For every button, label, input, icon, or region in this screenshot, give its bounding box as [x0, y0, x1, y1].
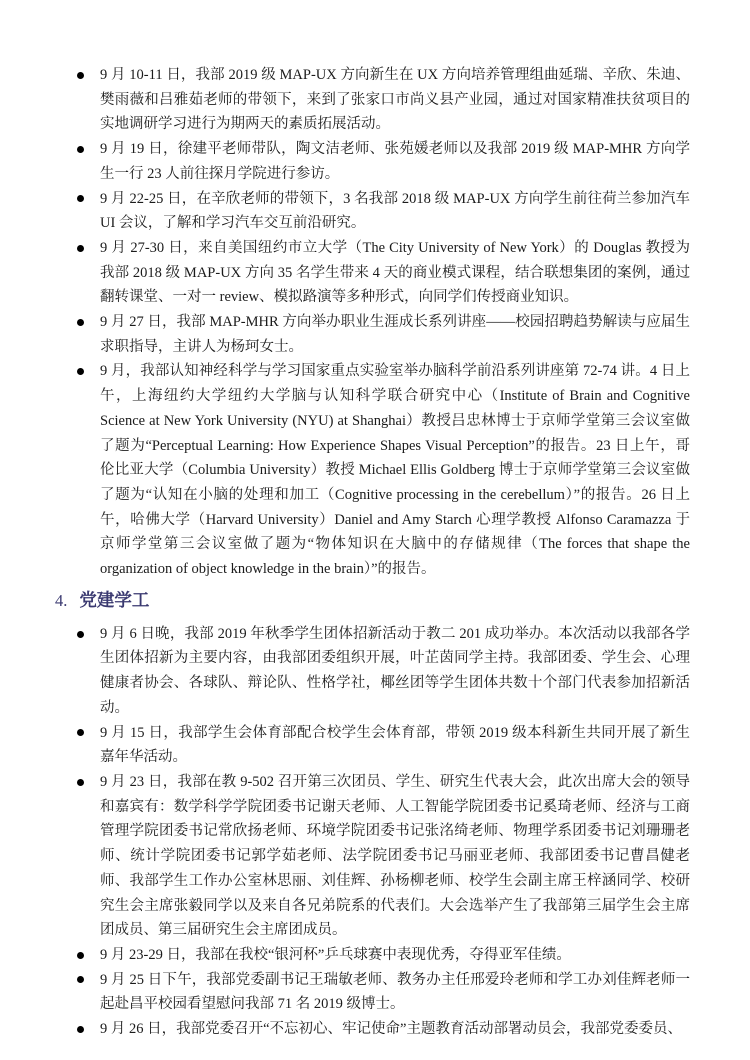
section-number: 4. — [55, 590, 68, 610]
bullet-icon — [77, 952, 84, 959]
bullet-icon — [77, 319, 84, 326]
event-text: 9 月 6 日晚，我部 2019 年秋季学生团体招新活动于教二 201 成功举办。本次活动以我部各学生团体招新为主要内容，由我部团委组织开展，叶芷茵同学主持。我部团委、学生会、心理健康者协会、各球队、辩论队、性格学社，椰丝团等学生团体共数十个部门代表参加招新活动。 — [100, 625, 690, 716]
event-text: 9 月 23 日，我部在教 9-502 召开第三次团员、学生、研究生代表大会，此次出席大会的领导和嘉宾有：数学科学学院团委书记谢天老师、人工智能学院团委书记奚琦老师、经济与工商管理学院团委书记常欣扬老师、环境学院团委书记张洺绮老师、物理学系团委书记刘珊珊老师、统计学院团委书记郭学茹老师、法学院团委书记马丽亚老师、我部团委书记曹昌健老师、我部学生工作办公室林思丽、刘佳辉、孙杨柳老师、校学生会副主席王梓涵同学、校研究生会主席张毅同学以及来自各兄弟院系的代表们。大会选举产生了我部第三届学生会主席团成员、第三届研究生会主席团成员。 — [100, 773, 690, 939]
section-heading — [55, 587, 690, 614]
bullet-icon — [77, 631, 84, 638]
event-text: 9 月 19 日，徐建平老师带队，陶文洁老师、张苑媛老师以及我部 2019 级 MAP-MHR 方向学生一行 23 人前往探月学院进行参访。 — [100, 141, 690, 182]
bullet-icon — [77, 245, 84, 252]
bullet-icon — [77, 1026, 84, 1033]
event-text: 9 月，我部认知神经科学与学习国家重点实验室举办脑科学前沿系列讲座第 72-74 讲。4 日上午，上海纽约大学纽约大学脑与认知科学联合研究中心（Institute of Brain and Cognitive Science at New York University (NYU) at Shanghai）教授吕忠林博士于京师学堂第三会议室做了题为“Perceptual Learning: How Experience Shapes Visual Perception”的报告。23 日上午，哥伦比亚大学（Columbia University）教授 Michael Ellis Goldberg 博士于京师学堂第三会议室做了题为“认知在小脑的处理和加工（Cognitive processing in the cerebellum）”的报告。26 日上午，哈佛大学（Harvard University）Daniel and Amy Starch 心理学教授 Alfonso Caramazza 于京师学堂第三会议室做了题为“物体知识在大脑中的存储规律（The forces that shape the organization of object knowledge in the brain）”的报告。 — [100, 363, 690, 578]
bullet-icon — [77, 368, 84, 375]
list-item — [100, 137, 690, 186]
list-item — [100, 187, 690, 236]
event-text: 9 月 25 日下午，我部党委副书记王瑞敏老师、教务办主任邢爱玲老师和学工办刘佳辉老师一起赴昌平校园看望慰问我部 71 名 2019 级博士。 — [100, 971, 690, 1013]
bullet-icon — [77, 976, 84, 983]
bullet-icon — [77, 72, 84, 79]
event-text: 9 月 15 日，我部学生会体育部配合校学生会体育部，带领 2019 级本科新生共同开展了新生嘉年华活动。 — [100, 724, 690, 766]
bullet-icon — [77, 779, 84, 786]
list-item — [100, 968, 690, 1017]
event-text: 9 月 26 日，我部党委召开“不忘初心、牢记使命”主题教育活动部署动员会，我部党委委员、 — [100, 1021, 682, 1038]
list-item — [100, 359, 690, 581]
bullet-icon — [77, 729, 84, 736]
section-title: 党建学工 — [79, 589, 150, 610]
event-text: 9 月 27-30 日，来自美国纽约市立大学（The City University of New York）的 Douglas 教授为我部 2018 级 MAP-UX 方向 35 名学生带来 4 天的商业模式课程，结合联想集团的案例，通过翻转课堂、一对一 review、模拟路演等多种形式，向同学们传授商业知识。 — [100, 239, 690, 306]
event-list-party-student — [55, 622, 690, 1042]
list-item — [100, 770, 690, 943]
event-list-international — [55, 63, 690, 582]
event-text: 9 月 22-25 日，在辛欣老师的带领下，3 名我部 2018 级 MAP-UX 方向学生前往荷兰参加汽车 UI 会议，了解和学习汽车交互前沿研究。 — [100, 190, 690, 232]
bullet-icon — [77, 146, 84, 153]
list-item — [100, 63, 690, 137]
event-text: 9 月 10-11 日，我部 2019 级 MAP-UX 方向新生在 UX 方向培养管理组曲延瑞、辛欣、朱迪、樊雨薇和吕雅茹老师的带领下，来到了张家口市尚义县产业园，通过对国家精准扶贫项目的实地调研学习进行为期两天的素质拓展活动。 — [100, 67, 690, 133]
event-text: 9 月 27 日，我部 MAP-MHR 方向举办职业生涯成长系列讲座——校园招聘趋势解读与应届生求职指导，主讲人为杨珂女士。 — [100, 314, 690, 355]
list-item — [100, 1017, 690, 1042]
list-item — [100, 622, 690, 721]
list-item — [100, 721, 690, 770]
bullet-icon — [77, 195, 84, 202]
list-item — [100, 943, 690, 968]
list-item — [100, 310, 690, 359]
event-text: 9 月 23-29 日，我部在我校“银河杯”乒乓球赛中表现优秀，夺得亚军佳绩。 — [100, 946, 571, 963]
list-item — [100, 236, 690, 310]
